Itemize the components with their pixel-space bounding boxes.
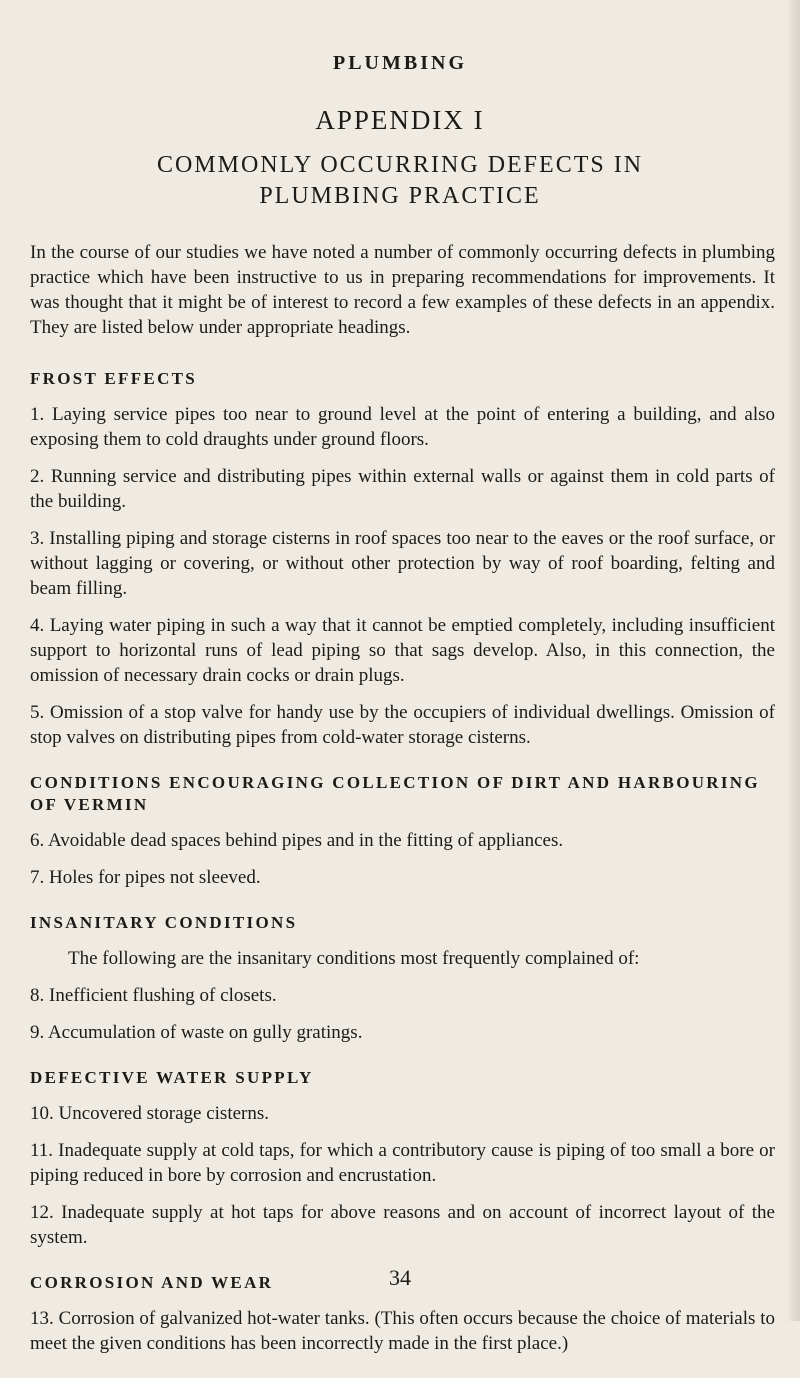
- list-item: 11. Inadequate supply at cold taps, for which a contributory cause is piping of too small a bore or piping reduced in bore by corrosion and encrustation.: [30, 1140, 775, 1186]
- page-number: 34: [389, 1265, 411, 1290]
- main-title: [0, 150, 800, 212]
- list-item: 13. Corrosion of galvanized hot-water tanks. (This often occurs because the choice of materials to meet the given conditions has been incorrectly made in the first place.): [30, 1308, 775, 1354]
- list-item: 6. Avoidable dead spaces behind pipes and in the fitting of appliances.: [30, 830, 564, 851]
- intro-paragraph: In the course of our studies we have noted a number of commonly occurring defects in plumbing practice which have been instructive to us in preparing recommendations for improvements. It was thought that it might be of interest to record a few examples of these defects in an appendix. They are listed below under appropriate headings.: [30, 242, 775, 338]
- list-item: 12. Inadequate supply at hot taps for above reasons and on account of incorrect layout of the system.: [30, 1202, 775, 1248]
- section-defective-water-supply: [30, 1067, 775, 1250]
- appendix-title: APPENDIX I: [315, 105, 485, 135]
- list-item: 7. Holes for pipes not sleeved.: [30, 867, 261, 888]
- list-item: 1. Laying service pipes too near to ground level at the point of entering a building, and also exposing them to cold draughts under ground floors.: [30, 404, 775, 450]
- section-heading: CORROSION AND WEAR: [30, 1273, 274, 1292]
- section-heading: INSANITARY CONDITIONS: [30, 913, 298, 932]
- list-item: 2. Running service and distributing pipes within external walls or against them in cold parts of the building.: [30, 466, 775, 512]
- list-item: 3. Installing piping and storage cisterns in roof spaces too near to the eaves or the roof surface, or without lagging or covering, or without other protection by way of roof boarding, felting and beam filling.: [30, 528, 775, 599]
- list-item: 5. Omission of a stop valve for handy use by the occupiers of individual dwellings. Omission of stop valves on distributing pipes from cold-water storage cisterns.: [30, 702, 775, 748]
- main-title-line-1: COMMONLY OCCURRING DEFECTS IN: [156, 152, 644, 178]
- section-heading: FROST EFFECTS: [30, 369, 198, 388]
- list-item: 9. Accumulation of waste on gully gratings.: [30, 1022, 363, 1043]
- list-item: 8. Inefficient flushing of closets.: [30, 985, 277, 1006]
- section-heading: DEFECTIVE WATER SUPPLY: [30, 1068, 314, 1087]
- main-title-line-2: PLUMBING PRACTICE: [259, 183, 541, 209]
- section-dirt-and-vermin: [30, 772, 775, 890]
- running-head: PLUMBING: [333, 52, 467, 74]
- section-frost-effects: [30, 368, 775, 750]
- list-item: 10. Uncovered storage cisterns.: [30, 1103, 270, 1124]
- section-heading: CONDITIONS ENCOURAGING COLLECTION OF DIRT AND HARBOURING OF VERMIN: [30, 773, 760, 814]
- list-item: 4. Laying water piping in such a way that it cannot be emptied completely, including insufficient support to horizontal runs of lead piping so that sags develop. Also, in this connection, the omission of necessary drain cocks or drain plugs.: [30, 615, 775, 686]
- body-text: [30, 240, 775, 1378]
- section-insanitary-conditions: [30, 912, 775, 1045]
- section-lead-paragraph: The following are the insanitary conditions most frequently complained of:: [68, 948, 640, 969]
